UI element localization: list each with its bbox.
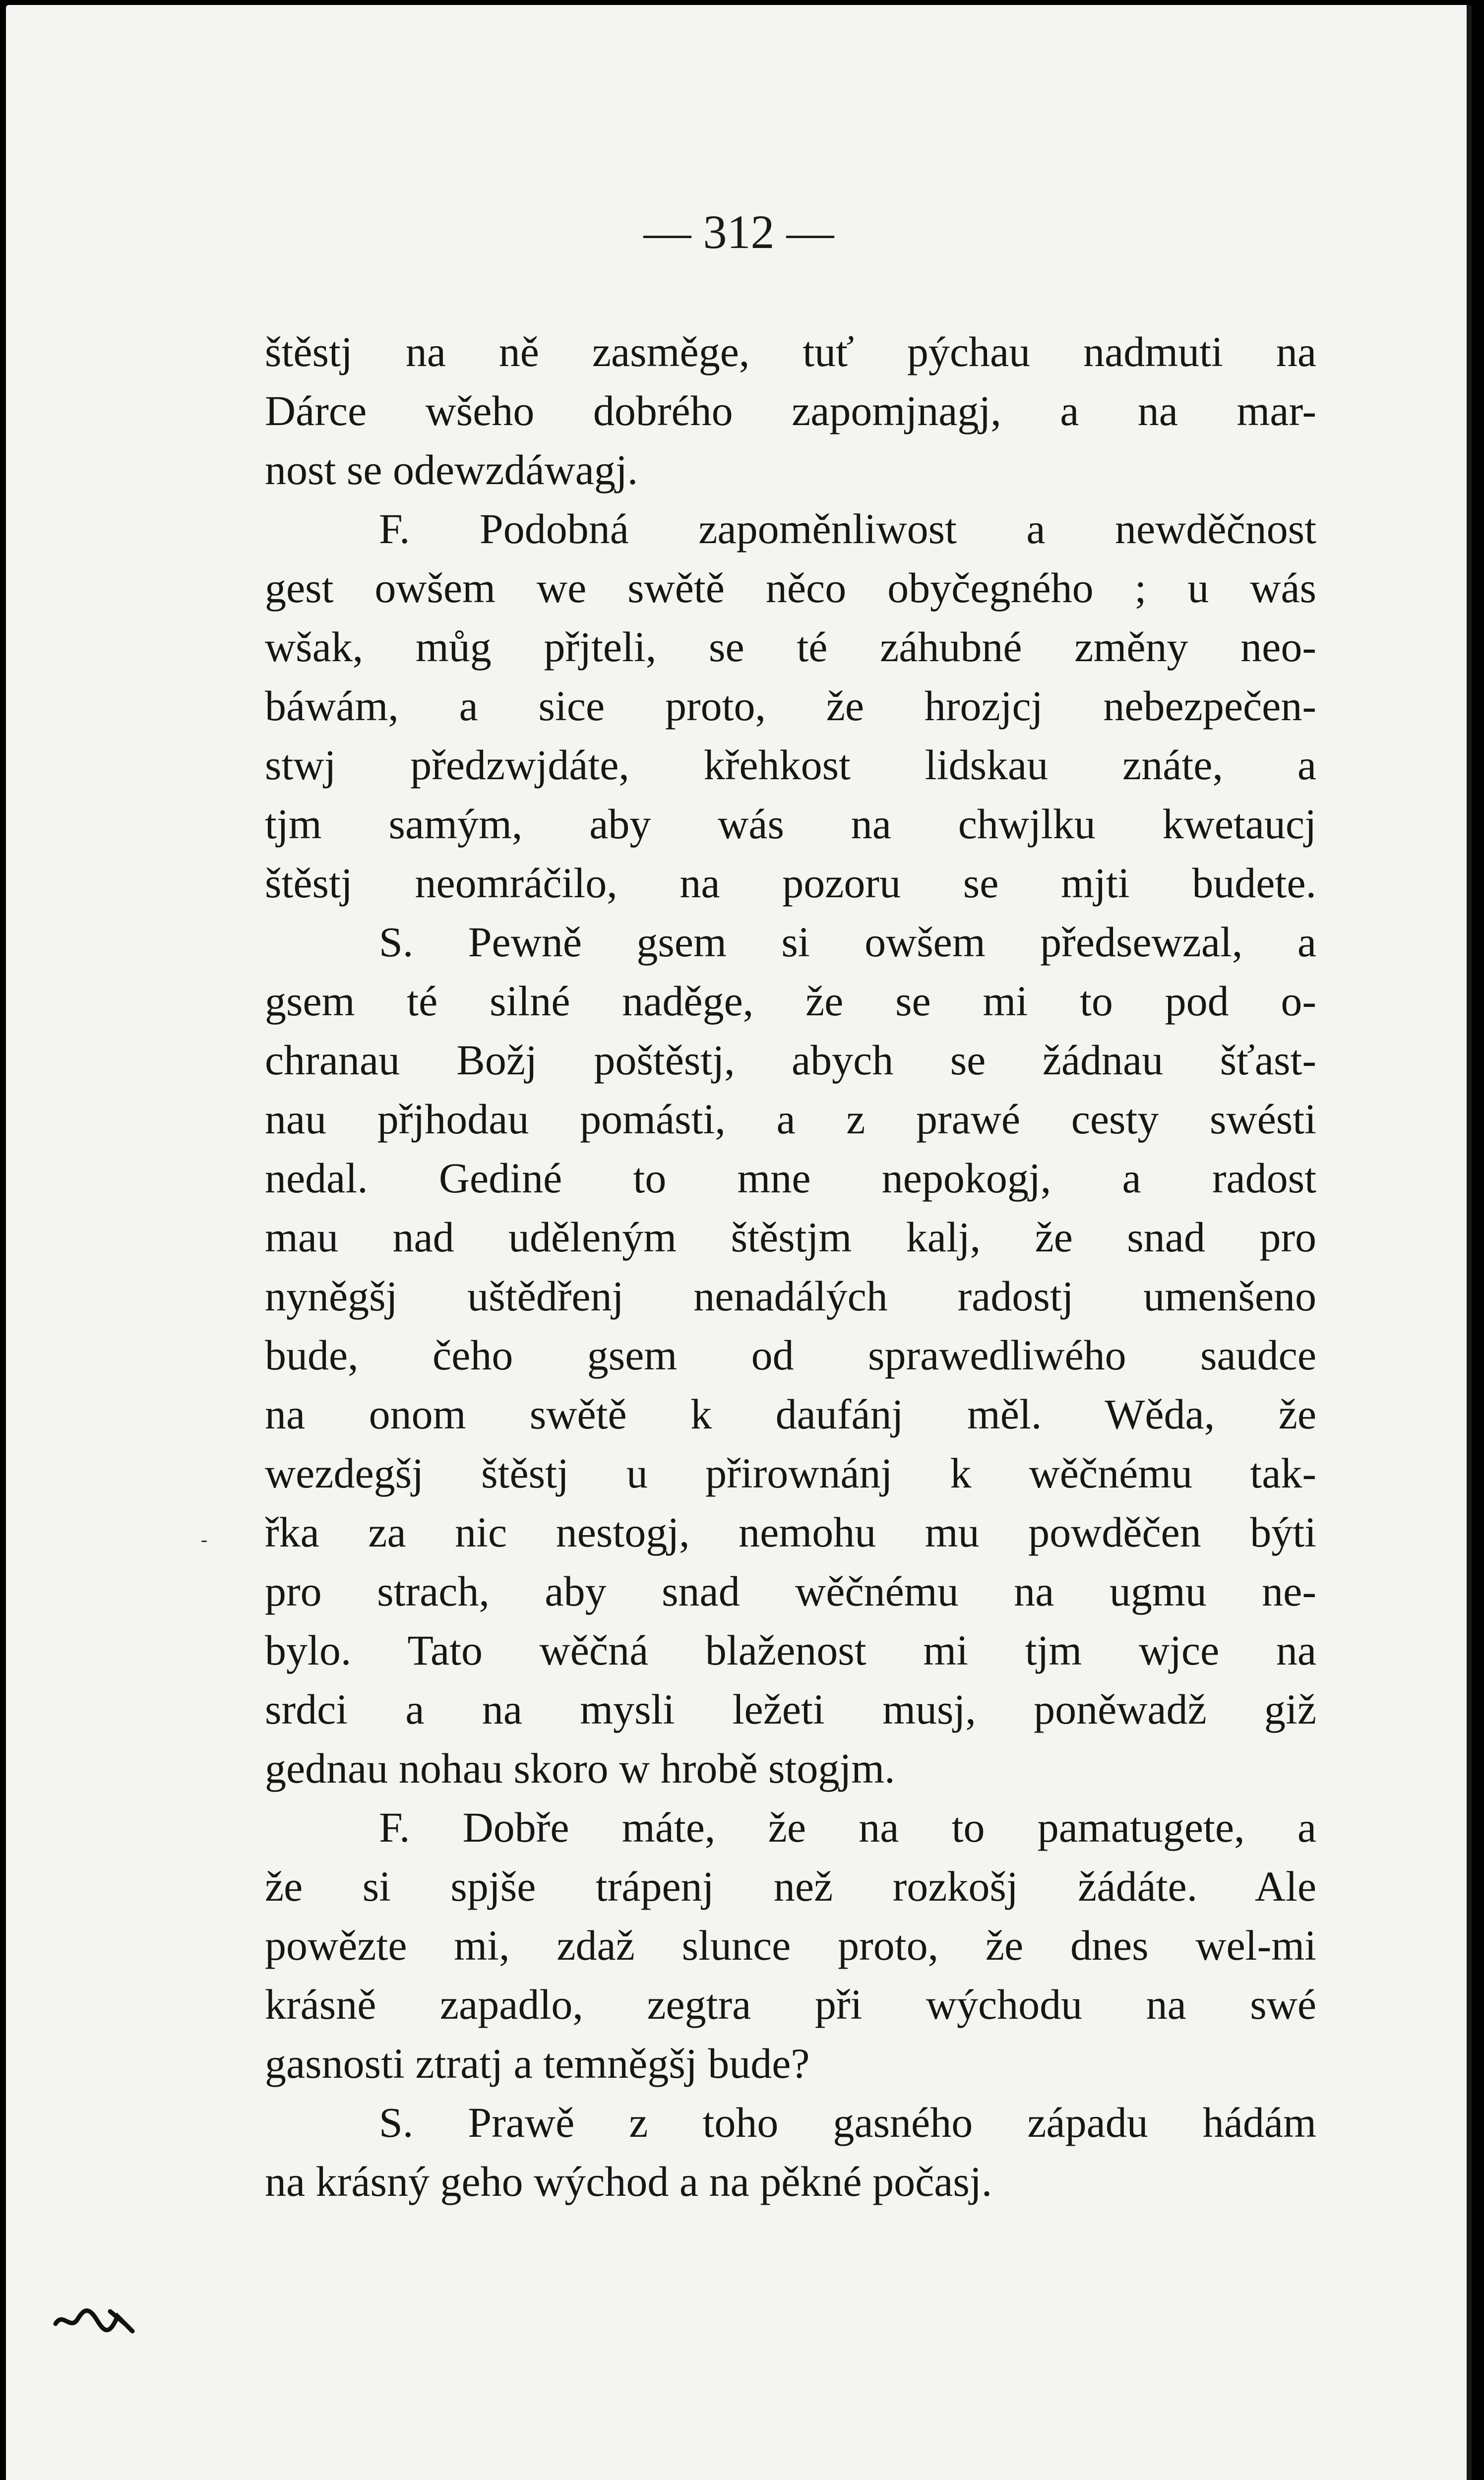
margin-mark: -: [201, 1528, 208, 1550]
text-line: wezdegšj štěstj u přirownánj k wěčnému tak-: [265, 1449, 1316, 1497]
text-line: štěstj neomráčilo, na pozoru se mjti budete.: [265, 859, 1316, 907]
text-line: wšak, můg přjteli, se té záhubné změny neo-: [265, 623, 1316, 671]
text-line: gasnosti ztratj a temněgšj bude?: [265, 2040, 810, 2087]
text-line: Dárce wšeho dobrého zapomjnagj, a na mar-: [265, 387, 1316, 434]
text-line: gsem té silné naděge, že se mi to pod o-: [265, 977, 1316, 1025]
text-line: F. Podobná zapoměnliwost a newděčnost: [379, 505, 1316, 553]
text-line: srdci a na mysli ležeti musj, poněwadž giž: [265, 1685, 1316, 1733]
text-line: nau přjhodau pomásti, a z prawé cesty swésti: [265, 1095, 1316, 1143]
text-line: báwám, a sice proto, že hrozjcj nebezpečen-: [265, 682, 1316, 730]
text-line: S. Pewně gsem si owšem předsewzal, a: [379, 918, 1316, 966]
text-line: mau nad uděleným štěstjm kalj, že snad pro: [265, 1213, 1316, 1261]
text-line: gest owšem we swětě něco obyčegného ; u wás: [265, 564, 1316, 612]
text-line: F. Dobře máte, že na to pamatugete, a: [379, 1803, 1316, 1851]
text-line: tjm samým, aby wás na chwjlku kwetaucj: [265, 800, 1316, 848]
text-line: štěstj na ně zasměge, tuť pýchau nadmuti na: [265, 328, 1316, 375]
text-line: že si spjše trápenj než rozkošj žádáte. Ale: [265, 1862, 1316, 1910]
text-line: bylo. Tato wěčná blaženost mi tjm wjce na: [265, 1626, 1316, 1674]
text-line: nyněgšj uštědřenj nenadálých radostj umenšeno: [265, 1272, 1316, 1320]
text-line: bude, čeho gsem od sprawedliwého saudce: [265, 1331, 1316, 1379]
text-line: chranau Božj poštěstj, abych se žádnau šťast-: [265, 1036, 1316, 1084]
text-line: pro strach, aby snad wěčnému na ugmu ne-: [265, 1567, 1316, 1615]
text-line: nedal. Gediné to mne nepokogj, a radost: [265, 1154, 1316, 1202]
text-line: řka za nic nestogj, nemohu mu powděčen býti: [265, 1508, 1316, 1556]
page-number-header: — 312 —: [643, 205, 834, 258]
page-edge-shadow: [1467, 5, 1472, 2480]
text-line: krásně zapadlo, zegtra při wýchodu na swé: [265, 1981, 1316, 2028]
handwritten-mark: [51, 2296, 140, 2341]
text-line: nost se odewzdáwagj.: [265, 446, 638, 494]
text-line: gednau nohau skoro w hrobě stogjm.: [265, 1744, 895, 1792]
text-line: S. Prawě z toho gasného západu hádám: [379, 2099, 1316, 2146]
text-line: na krásný geho wýchod a na pěkné počasj.: [265, 2158, 992, 2205]
text-line: stwj předzwjdáte, křehkost lidskau znáte, a: [265, 741, 1316, 789]
book-page: [6, 5, 1472, 2480]
text-line: powězte mi, zdaž slunce proto, že dnes wel-mi: [265, 1922, 1316, 1969]
text-line: na onom swětě k daufánj měl. Wěda, že: [265, 1390, 1316, 1438]
body-text: [265, 322, 1316, 2211]
